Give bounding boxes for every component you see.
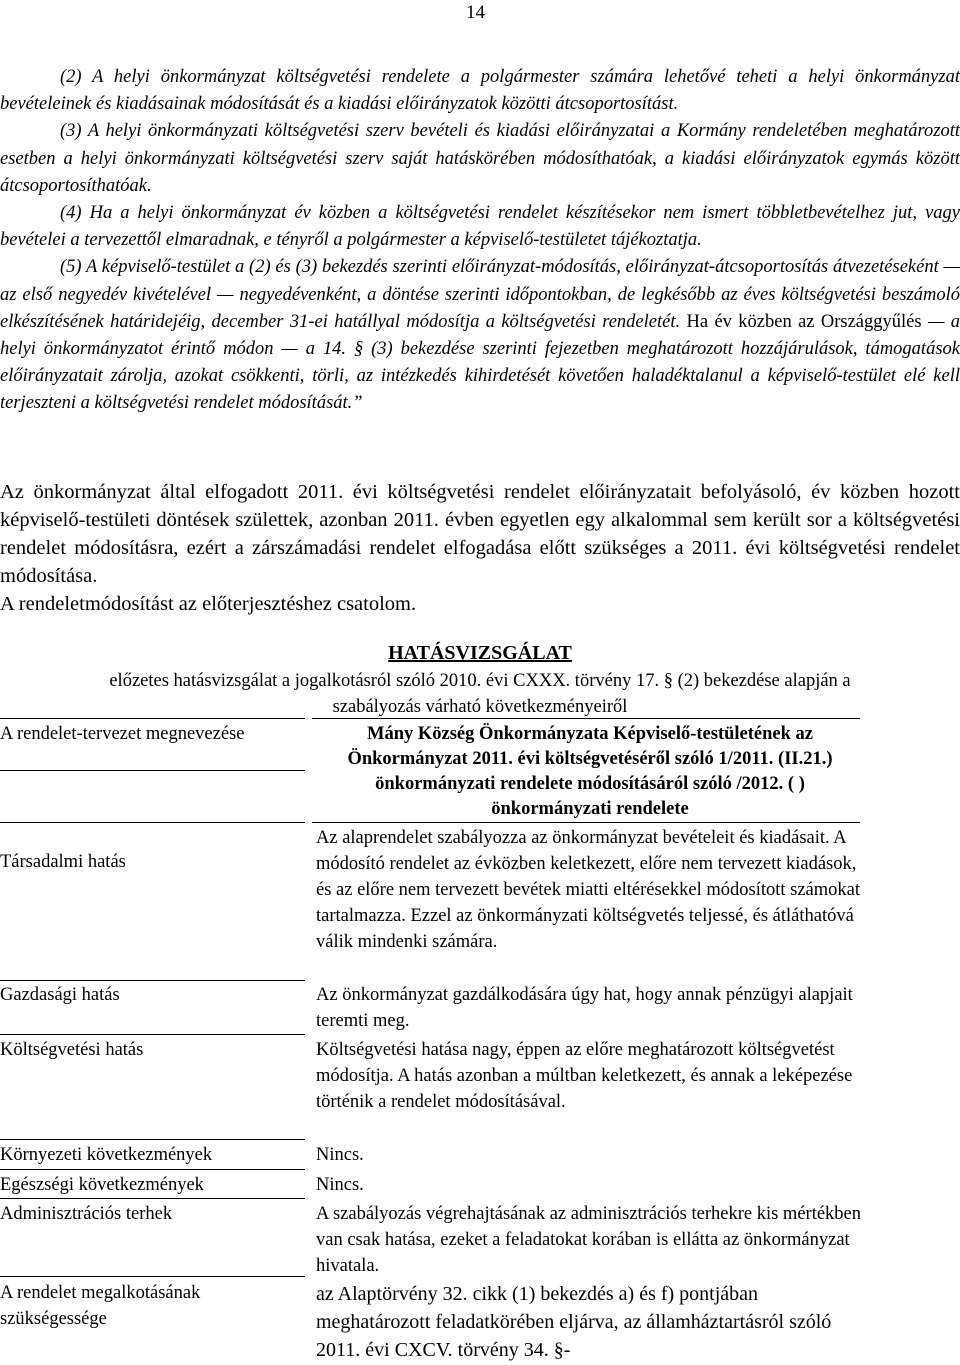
rule-label xyxy=(0,822,305,823)
impact-label-administrative: Adminisztrációs terhek xyxy=(0,1204,173,1224)
impact-heading: HATÁSVIZSGÁLAT xyxy=(388,642,572,664)
impact-value-social: Az alaprendelet szabályozza az önkormányzat bevételeit és kiadásait. A módosító rendelet az évközben keletkezett, előre nem tervezett kiadások, és az előre nem tervezett bevétek miatti eltérésekkel módosított számokat tartalmazza. Ezzel az önkormányzati költségvetés teljessé, és átláthatóvá válik mindenki számára. xyxy=(316,828,860,952)
impact-label-social: Társadalmi hatás xyxy=(0,852,126,872)
rule-title xyxy=(312,822,860,823)
impact-value-health: Nincs. xyxy=(316,1175,364,1195)
law-paragraph-2: (2) A helyi önkormányzat költségvetési rendelete a polgármester számára lehetővé teheti a helyi önkormányzat bevételeinek és kiadásainak módosítását és a kiadási előirányzatok közötti átcsoportosítást. xyxy=(0,67,960,115)
impact-value-economic: Az önkormányzat gazdálkodására úgy hat, hogy annak pénzügyi alapjait teremti meg. xyxy=(316,985,853,1031)
impact-value-administrative: A szabályozás végrehajtásának az adminisztrációs terhekre kis mértékben van csak hatása, ezeket a feladatokat korában is ellátta az önkormányzat hivatala. xyxy=(316,1204,862,1276)
law-paragraph-5-rest: — a helyi önkormányzatot érintő módon — a 14. § (3) bekezdése szerinti fejezetben meghatározott hozzájárulások, támogatások előirányzatait zárolja, azokat csökkenti, törli, az intézkedés kihirdetését követően haladéktalanul a képviselő-testület elé kell terjeszteni a költségvetési rendelet módosítását.” xyxy=(0,311,960,414)
body-text xyxy=(0,478,960,618)
rule-title xyxy=(312,718,860,719)
impact-subheading xyxy=(0,668,960,720)
impact-label-budget: Költségvetési hatás xyxy=(0,1040,144,1060)
rule-label xyxy=(0,1276,305,1277)
body-paragraph-1: Az önkormányzat által elfogadott 2011. évi költségvetési rendelet előirányzatait befolyásoló, év közben hozott képviselő-testületi döntések születtek, azonban 2011. évben egyetlen egy alkalommal sem került sor a költségvetési rendelet módosításra, ezért a zárszámadási rendelet elfogadása előtt szükséges a 2011. évi költségvetési rendelet módosítása. xyxy=(0,481,960,587)
impact-label-health: Egészségi következmények xyxy=(0,1175,204,1195)
rule-label xyxy=(0,1034,305,1035)
law-paragraph-3: (3) A helyi önkormányzati költségvetési szerv bevételi és kiadási előirányzatai a Kormány rendeletében meghatározott esetben a helyi önkormányzati költségvetési szerv saját hatáskörében módosíthatóak, a kiadási előirányzatok egymás között átcsoportosíthatóak. xyxy=(0,121,960,196)
rule-label xyxy=(0,718,305,719)
rule-label xyxy=(0,980,305,981)
impact-label-environment: Környezeti következmények xyxy=(0,1145,213,1165)
impact-label-title: A rendelet-tervezet megnevezése xyxy=(0,724,245,744)
law-paragraph-5 xyxy=(0,254,960,417)
impact-label-economic: Gazdasági hatás xyxy=(0,985,120,1005)
impact-subheading-line2: szabályozás várható következményeiről xyxy=(332,697,628,717)
rule-label xyxy=(0,1198,305,1199)
law-paragraph-5-italic: (5) A képviselő-testület a (2) és (3) bekezdés szerinti előirányzat-módosítás, előirányzat-átcsoportosítás átvezetéseként — az első negyedév kivételével — negyedévenként, a döntése szerinti időpontokban, de legkésőbb az éves költségvetési beszámoló elkészítésének határidejéig, december 31-ei hatállyal módosítja a költségvetési rendeletét. xyxy=(0,257,960,332)
impact-value-budget: Költségvetési hatása nagy, éppen az előre meghatározott költségvetést módosítja. A hatás azonban a múltban keletkezett, és annak a leképezése történik a rendelet módosításával. xyxy=(316,1040,853,1112)
law-paragraph-4: (4) Ha a helyi önkormányzat év közben a költségvetési rendelet készítésekor nem ismert többletbevételhez jut, vagy bevételei a tervezettől elmaradnak, e tényről a polgármester a képviselő-testületet tájékoztatja. xyxy=(0,203,960,251)
quoted-law-text xyxy=(0,64,960,418)
impact-value-necessity: az Alaptörvény 32. cikk (1) bekezdés a) és f) pontjában meghatározott feladatkörében eljárva, az államháztartásról szóló 2011. évi CXCV. törvény 34. §- xyxy=(316,1283,832,1361)
impact-value-environment: Nincs. xyxy=(316,1145,364,1165)
impact-subheading-line1: előzetes hatásvizsgálat a jogalkotásról szóló 2010. évi CXXX. törvény 17. § (2) bekezdése alapján a xyxy=(109,671,851,691)
rule-label xyxy=(0,1139,305,1140)
impact-value-title: Mány Község Önkormányzata Képviselő-testületének az Önkormányzat 2011. évi költségvetéséről szóló 1/2011. (II.21.) önkormányzati rendelete módosításáról szóló /2012. ( ) önkormányzati rendelete xyxy=(347,724,833,819)
page-number: 14 xyxy=(466,2,485,23)
rule-label xyxy=(0,770,305,771)
body-paragraph-2: A rendeletmódosítást az előterjesztéshez csatolom. xyxy=(0,593,417,615)
rule-label xyxy=(0,1169,305,1170)
law-paragraph-5-plain: Ha év közben az Országgyűlés xyxy=(686,311,922,332)
impact-label-necessity: A rendelet megalkotásának szükségessége xyxy=(0,1283,201,1329)
